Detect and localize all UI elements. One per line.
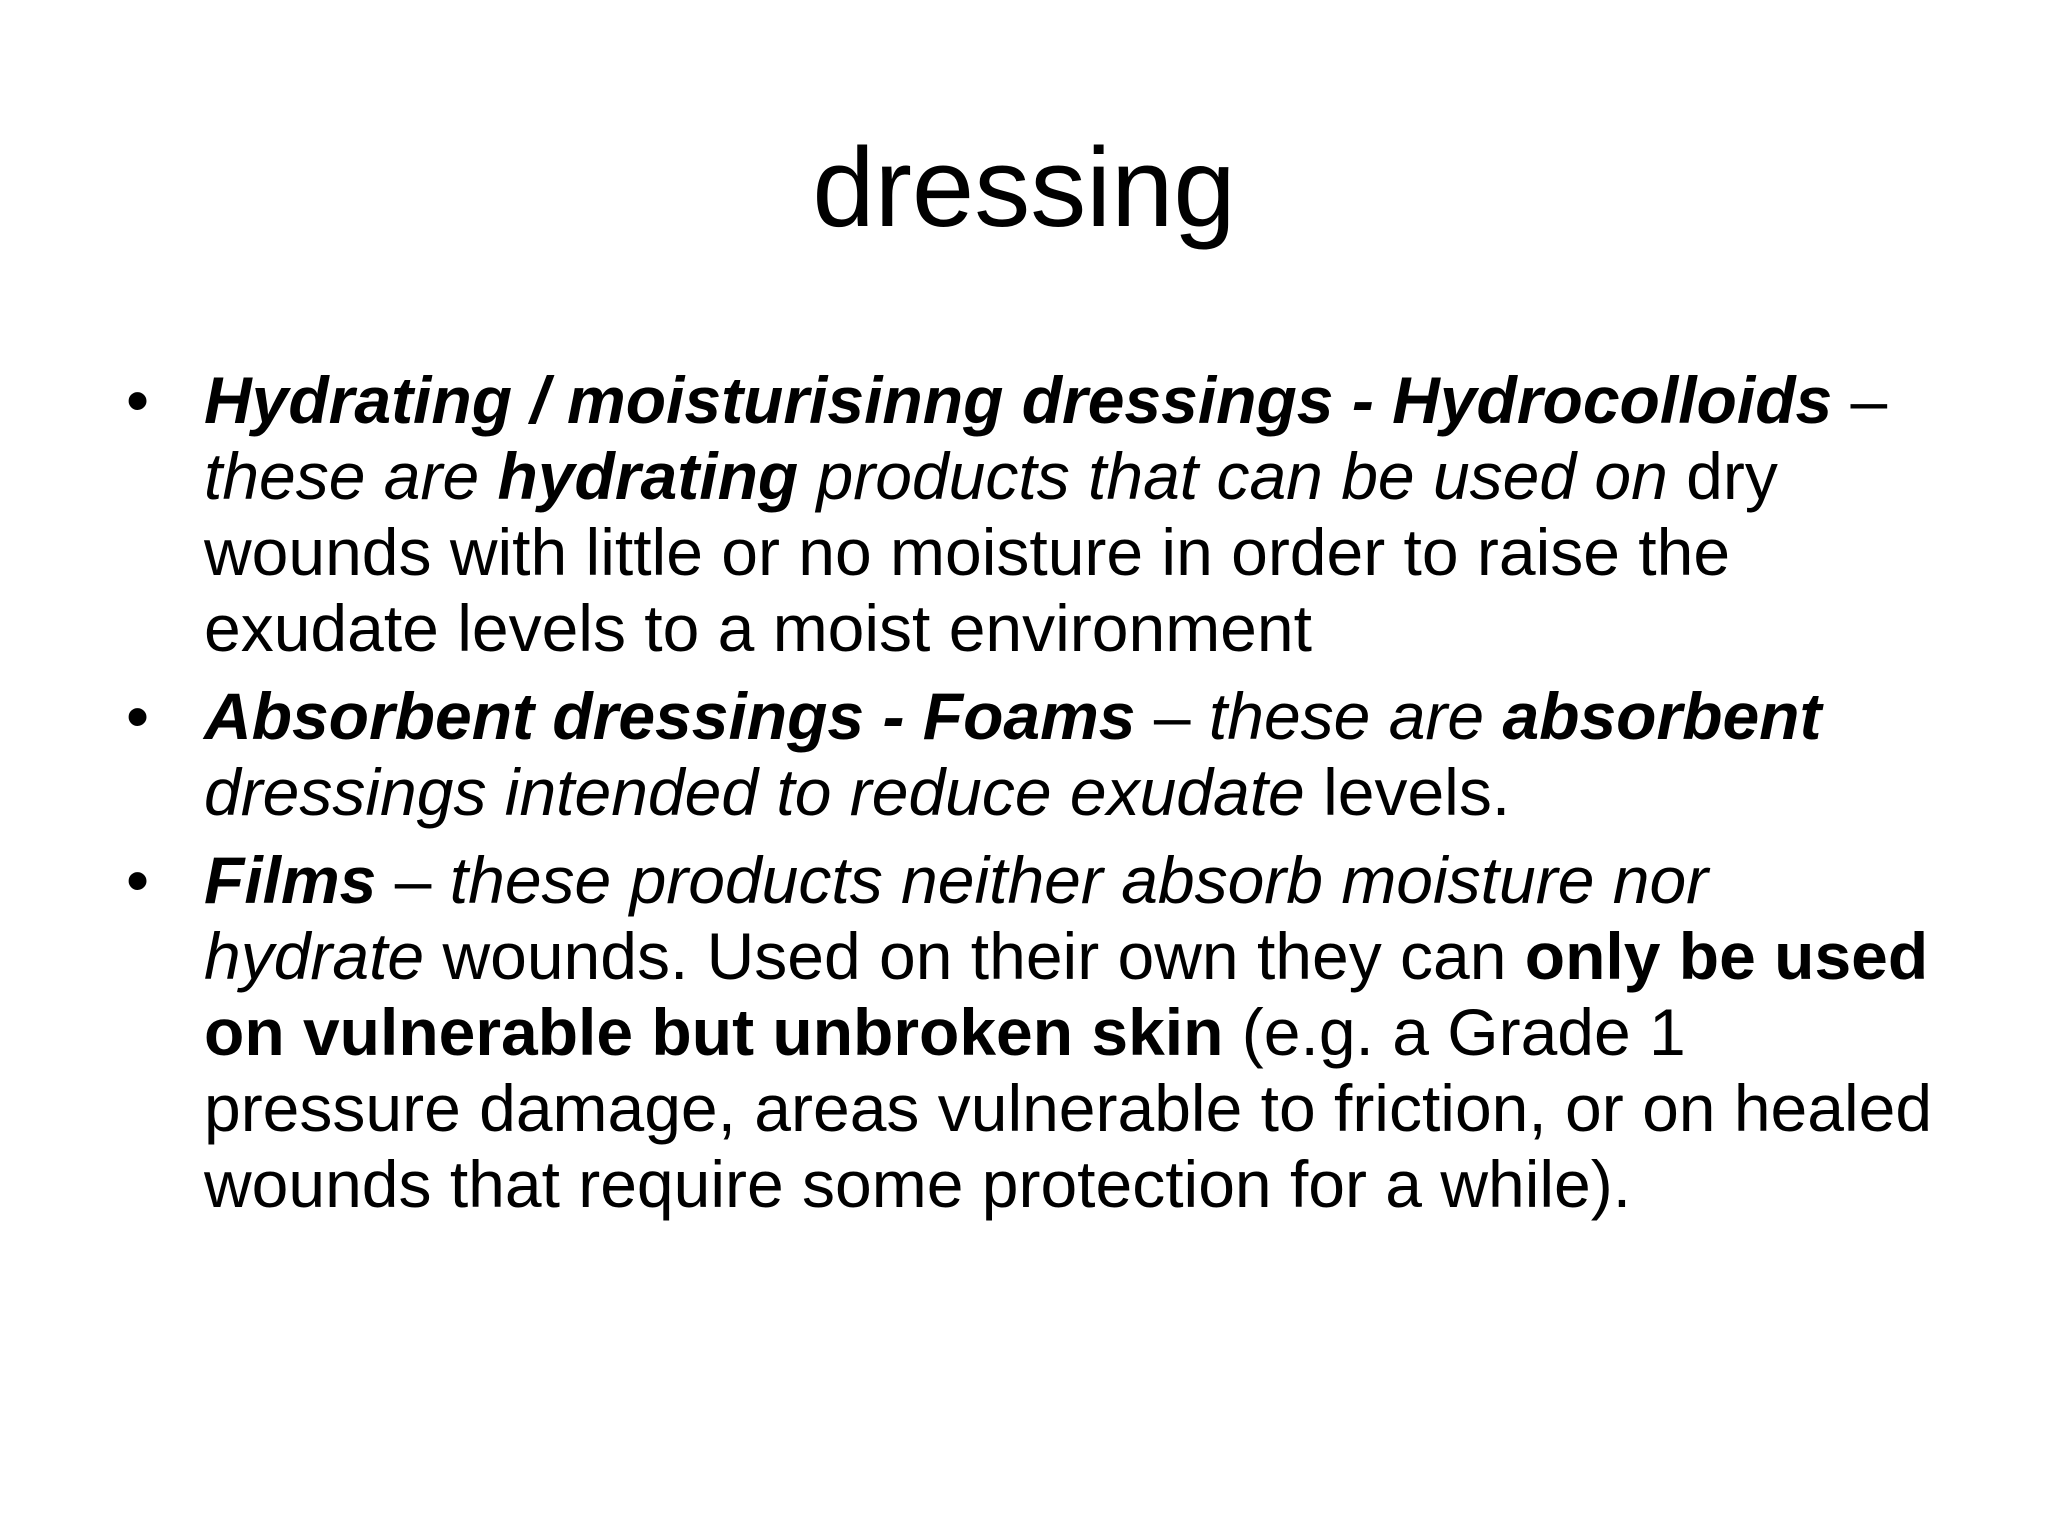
bullet-dash: – <box>1832 363 1888 437</box>
bullet-text: (e.g. a Grade 1 pressure damage, areas vulnerable to friction, or on healed wounds that require some protection for a while). <box>204 995 1933 1221</box>
bullet-marker: • <box>126 843 150 917</box>
bullet-text: dry wounds with little or no moisture in order to raise the exudate levels to a moist environment <box>204 439 1778 665</box>
bullet-emphasis: absorbent <box>1502 679 1822 753</box>
bullet-item-hydrating <box>120 362 1940 666</box>
bullet-item-films <box>120 842 1940 1222</box>
bullet-text-italic: these are <box>204 439 498 513</box>
bullet-text: levels. <box>1304 755 1511 829</box>
bullet-emphasis: hydrating <box>497 439 799 513</box>
bullet-term: Films <box>204 843 377 917</box>
bullet-text-italic: dressings intended to reduce exudate <box>204 755 1305 829</box>
bullet-text: wounds. Used on their own they can <box>424 919 1525 993</box>
bullet-term: Hydrating / moisturisinng dressings - Hydrocolloids <box>204 363 1833 437</box>
bullet-dash: – <box>1135 679 1209 753</box>
bullet-dash: – <box>376 843 450 917</box>
bullet-text-italic: products that can be used on <box>798 439 1668 513</box>
bullet-item-absorbent <box>120 678 1940 830</box>
bullet-marker: • <box>126 679 150 753</box>
slide-title: dressing <box>812 125 1236 250</box>
bullet-term: Absorbent dressings - Foams <box>204 679 1136 753</box>
bullet-emphasis: only be used on vulnerable but unbroken skin <box>204 919 1929 1069</box>
bullet-text-italic: these are <box>1208 679 1503 753</box>
bullet-text-italic: these products neither absorb moisture nor hydrate <box>204 843 1709 993</box>
bullet-marker: • <box>126 363 150 437</box>
bullet-list <box>120 362 1940 1234</box>
